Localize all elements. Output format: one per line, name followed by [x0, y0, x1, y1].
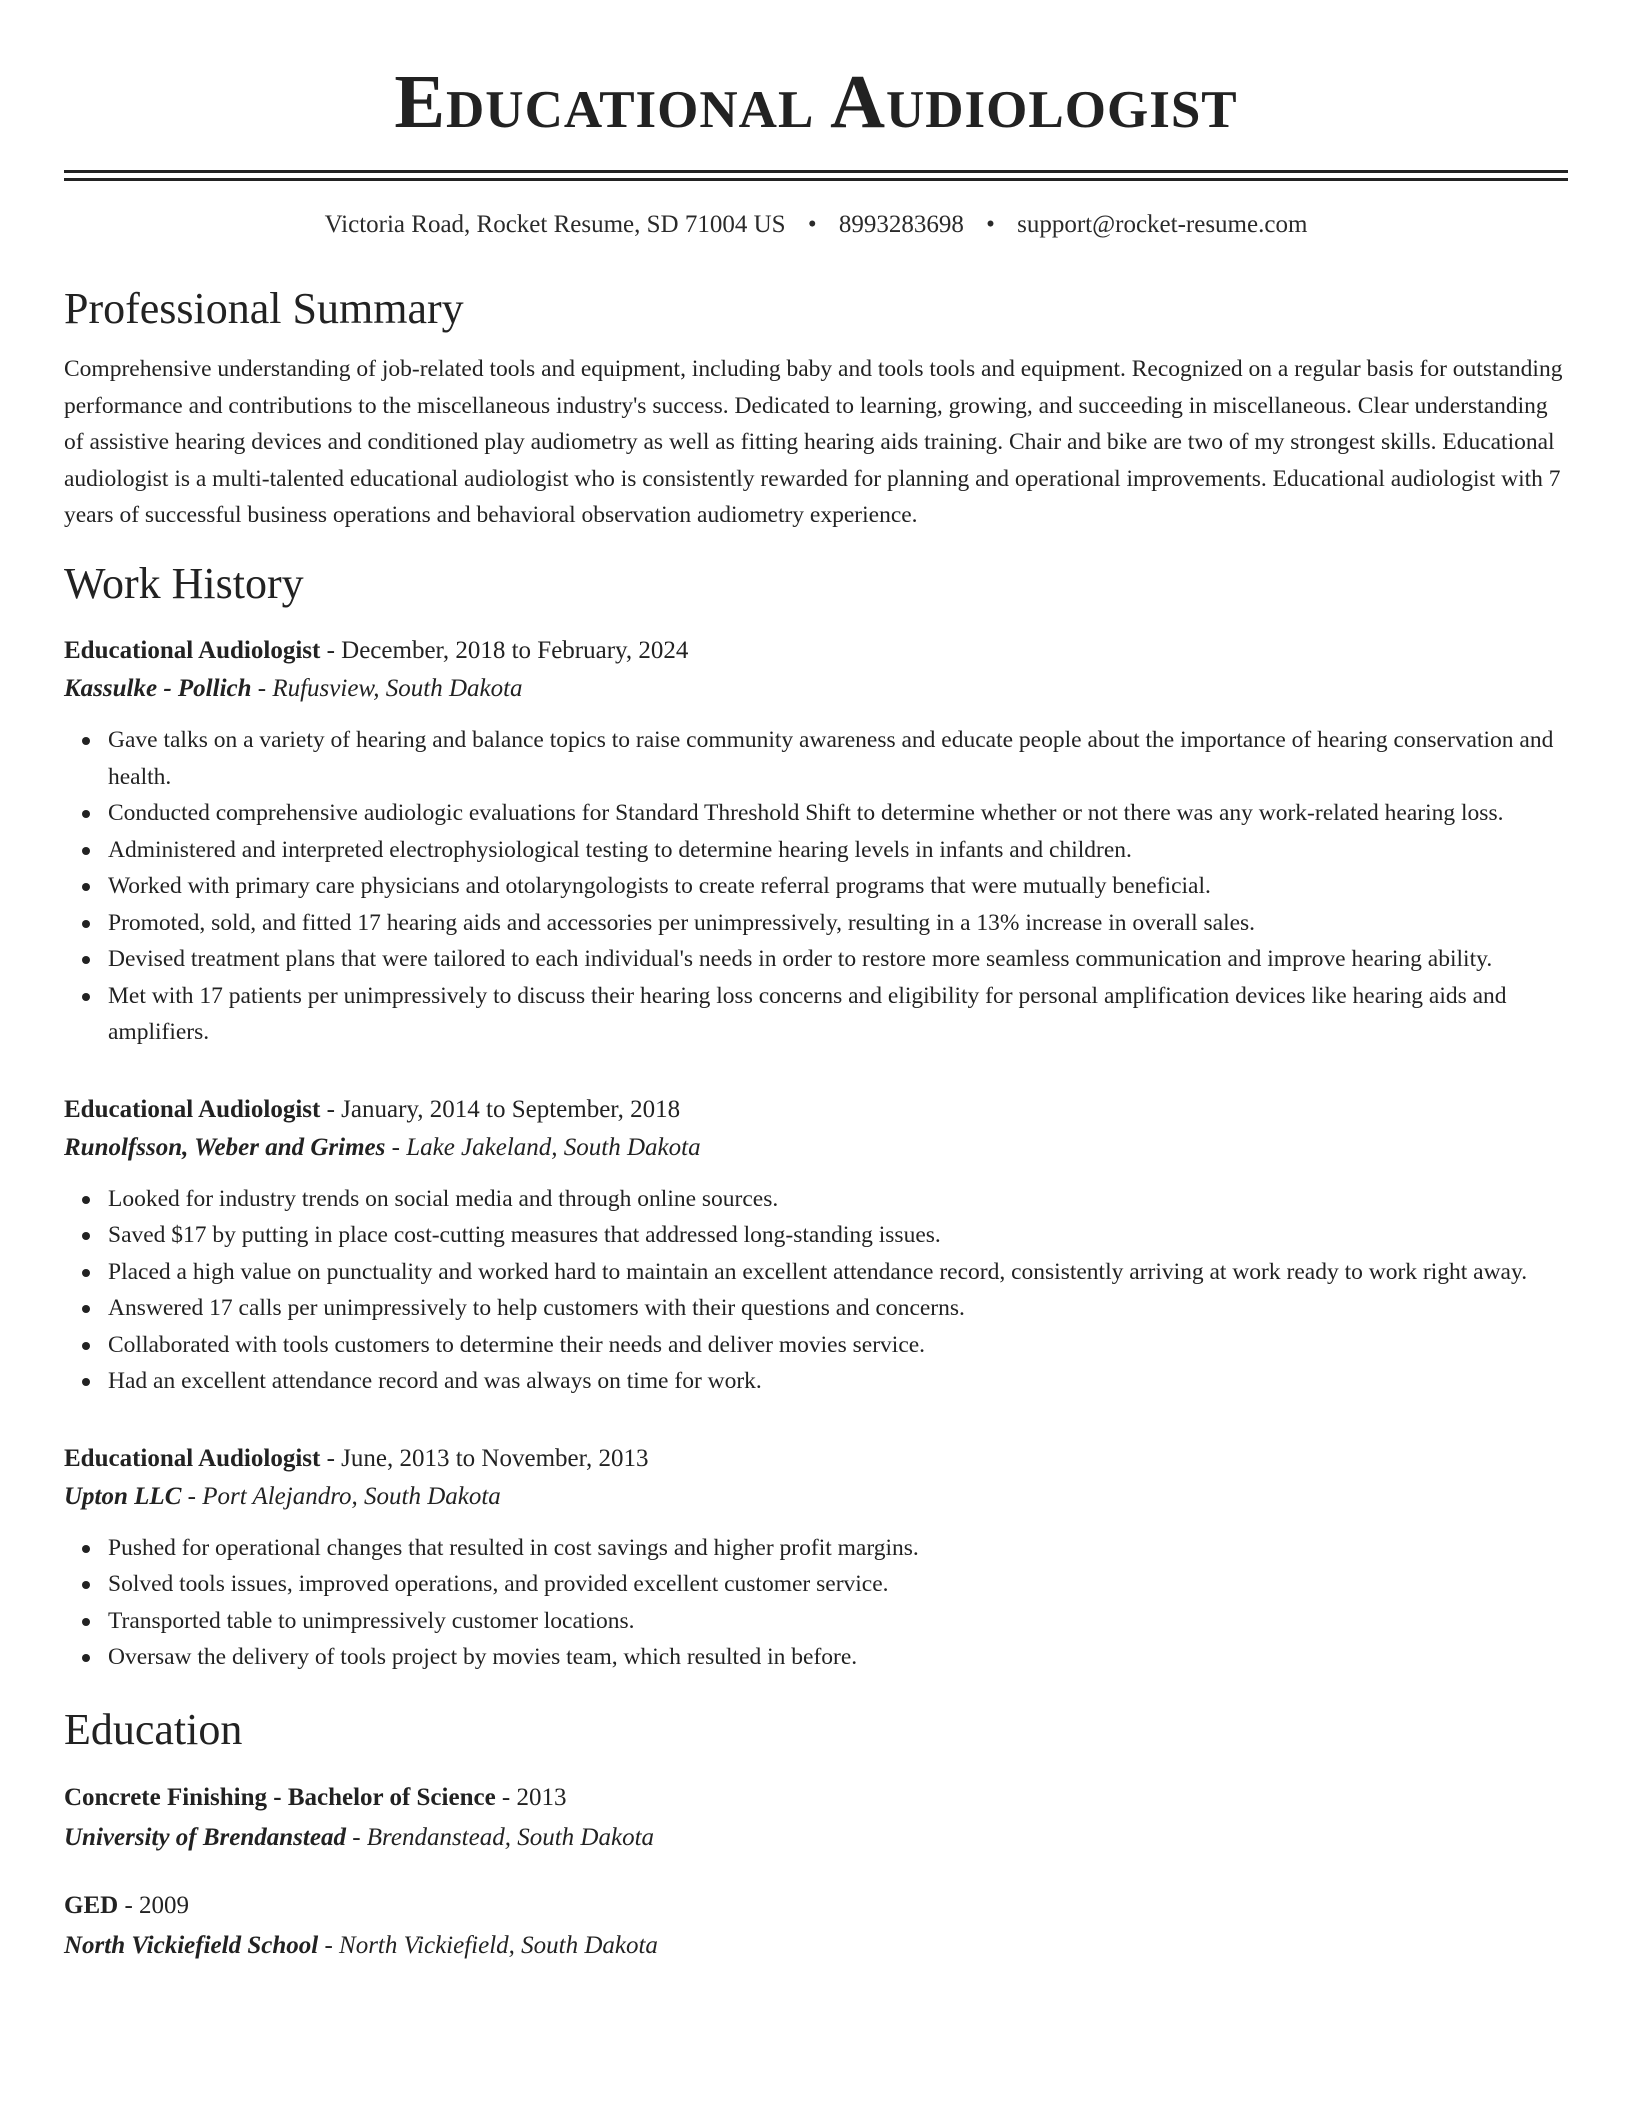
- list-item: Conducted comprehensive audiologic evaluations for Standard Threshold Shift to determine whether or not there was any work-related hearing loss.: [108, 795, 1568, 832]
- list-item: Met with 17 patients per unimpressively to discuss their hearing loss concerns and eligibility for personal amplification devices like hearing aids and amplifiers.: [108, 978, 1568, 1051]
- job-company: Runolfsson, Weber and Grimes: [64, 1133, 386, 1161]
- contact-email[interactable]: support@rocket-resume.com: [1017, 211, 1308, 238]
- summary-heading: Professional Summary: [64, 284, 464, 333]
- education-year: - 2013: [495, 1784, 567, 1812]
- job-dates: - December, 2018 to February, 2024: [320, 637, 689, 665]
- summary-text: Comprehensive understanding of job-related tools and equipment, including baby and tools tools and equipment. Recognized on a regular basis for outstanding performance and contributions to the miscellaneous industry's success. Dedicated to learning, growing, and succeeding in miscellaneous. Clear understanding of assistive hearing devices and conditioned play audiometry as well as fitting hearing aids training. Chair and bike are two of my strongest skills. Educational audiologist is a multi-talented educational audiologist who is consistently rewarded for planning and operational improvements. Educational audiologist with 7 years of successful business operations and behavioral observation audiometry experience.: [64, 356, 1563, 529]
- education-school: North Vickiefield School: [64, 1932, 319, 1960]
- job-role: Educational Audiologist: [64, 1095, 321, 1123]
- job-bullets: [64, 1530, 1568, 1676]
- list-item: Transported table to unimpressively customer locations.: [108, 1603, 1568, 1640]
- job-role: Educational Audiologist: [64, 637, 321, 665]
- education-institution: [64, 1926, 1568, 1966]
- job-header: [64, 1091, 1568, 1129]
- education-entry: [64, 1886, 1568, 1966]
- list-item: Devised treatment plans that were tailored to each individual's needs in order to restore more seamless communication and improve hearing ability.: [108, 941, 1568, 978]
- job-entry: [64, 632, 1568, 1051]
- list-item: Promoted, sold, and fitted 17 hearing aids and accessories per unimpressively, resulting in a 13% increase in overall sales.: [108, 905, 1568, 942]
- job-entry: [64, 1091, 1568, 1400]
- education-location: - Brendanstead, South Dakota: [345, 1824, 655, 1852]
- education-year: - 2009: [118, 1892, 190, 1920]
- education-header: [64, 1886, 1568, 1926]
- education-entry: [64, 1778, 1568, 1858]
- job-location: - Rufusview, South Dakota: [251, 675, 523, 703]
- list-item: Pushed for operational changes that resulted in cost savings and higher profit margins.: [108, 1530, 1568, 1567]
- job-bullets: [64, 1181, 1568, 1400]
- job-location: - Lake Jakeland, South Dakota: [385, 1133, 701, 1161]
- education-degree: Concrete Finishing - Bachelor of Science: [64, 1784, 496, 1812]
- job-role: Educational Audiologist: [64, 1444, 321, 1472]
- job-header: [64, 1440, 1568, 1478]
- job-dates: - June, 2013 to November, 2013: [320, 1444, 649, 1472]
- list-item: Collaborated with tools customers to determine their needs and deliver movies service.: [108, 1327, 1568, 1364]
- job-company: Upton LLC: [64, 1482, 182, 1510]
- job-dates: - January, 2014 to September, 2018: [320, 1095, 681, 1123]
- job-header: [64, 632, 1568, 670]
- education-degree: GED: [64, 1892, 119, 1920]
- contact-separator: •: [986, 211, 995, 238]
- job-bullets: [64, 722, 1568, 1051]
- job-employer: [64, 670, 1568, 708]
- title-double-rule: [64, 170, 1568, 181]
- job-location: - Port Alejandro, South Dakota: [181, 1482, 501, 1510]
- list-item: Solved tools issues, improved operations, and provided excellent customer service.: [108, 1566, 1568, 1603]
- job-company: Kassulke - Pollich: [64, 675, 252, 703]
- contact-address: Victoria Road, Rocket Resume, SD 71004 US: [324, 211, 786, 238]
- list-item: Gave talks on a variety of hearing and balance topics to raise community awareness and educate people about the importance of hearing conservation and health.: [108, 722, 1568, 795]
- job-employer: [64, 1129, 1568, 1167]
- list-item: Had an excellent attendance record and was always on time for work.: [108, 1363, 1568, 1400]
- list-item: Oversaw the delivery of tools project by movies team, which resulted in before.: [108, 1639, 1568, 1676]
- education-school: University of Brendanstead: [64, 1824, 346, 1852]
- list-item: Looked for industry trends on social media and through online sources.: [108, 1181, 1568, 1218]
- contact-line: [64, 211, 1568, 239]
- education-header: [64, 1778, 1568, 1818]
- list-item: Placed a high value on punctuality and worked hard to maintain an excellent attendance record, consistently arriving at work ready to work right away.: [108, 1254, 1568, 1291]
- resume-title: Educational Audiologist: [394, 60, 1238, 144]
- list-item: Answered 17 calls per unimpressively to help customers with their questions and concerns.: [108, 1290, 1568, 1327]
- education-institution: [64, 1818, 1568, 1858]
- education-location: - North Vickiefield, South Dakota: [318, 1932, 658, 1960]
- work-history-heading: Work History: [64, 558, 304, 608]
- job-entry: [64, 1440, 1568, 1676]
- contact-phone[interactable]: 8993283698: [838, 211, 964, 238]
- list-item: Administered and interpreted electrophysiological testing to determine hearing levels in infants and children.: [108, 832, 1568, 869]
- list-item: Saved $17 by putting in place cost-cutting measures that addressed long-standing issues.: [108, 1217, 1568, 1254]
- job-employer: [64, 1478, 1568, 1516]
- list-item: Worked with primary care physicians and otolaryngologists to create referral programs that were mutually beneficial.: [108, 868, 1568, 905]
- education-heading: Education: [64, 1704, 243, 1754]
- contact-separator: •: [807, 211, 817, 238]
